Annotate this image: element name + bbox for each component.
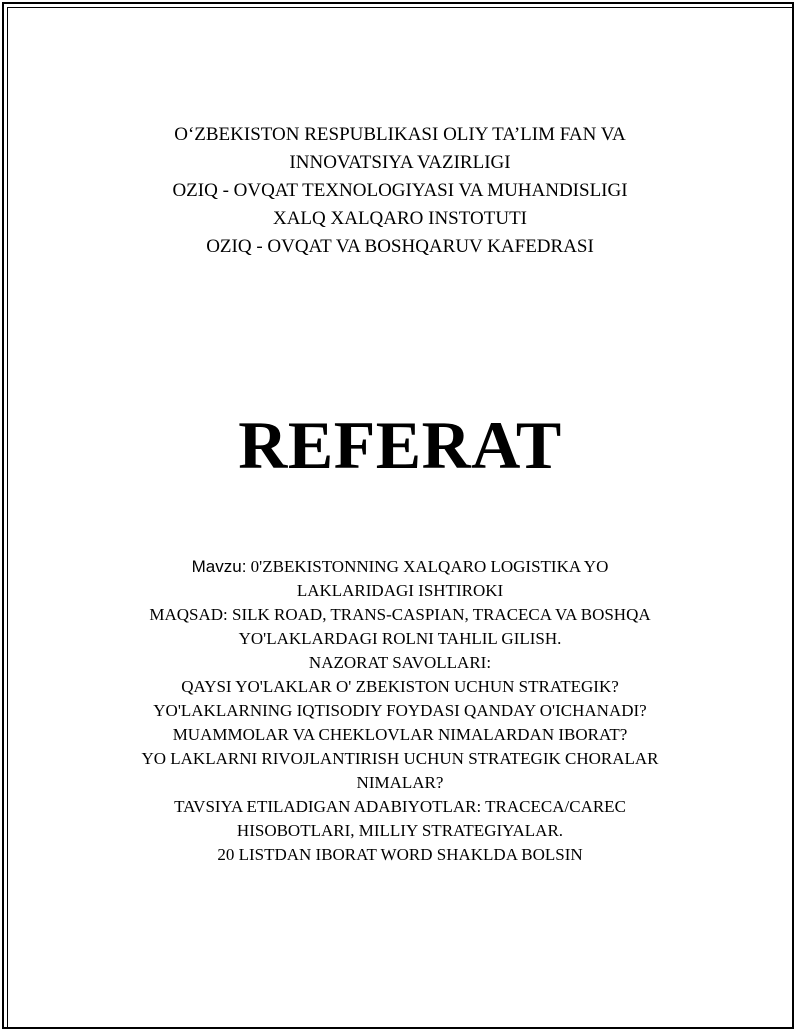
body-line: NAZORAT SAVOLLARI:	[308, 653, 492, 672]
body-line: MAQSAD: SILK ROAD, TRANS-CASPIAN, TRACECA VA BOSHQA	[149, 605, 651, 624]
body-line: YO'LAKLARDAGI ROLNI TAHLIL GILISH.	[238, 629, 562, 648]
body-line: YO'LAKLARNING IQTISODIY FOYDASI QANDAY O'ICHANADI?	[153, 701, 647, 720]
assignment-details	[0, 555, 800, 867]
body-line: 20 LISTDAN IBORAT WORD SHAKLDA BOLSIN	[217, 845, 583, 864]
header-line: OZIQ - OVQAT VA BOSHQARUV KAFEDRASI	[206, 236, 594, 257]
header-line: XALQ XALQARO INSTOTUTI	[272, 208, 527, 229]
body-line: YO LAKLARNI RIVOJLANTIRISH UCHUN STRATEGIK CHORALAR	[141, 749, 659, 768]
institution-header	[0, 121, 800, 261]
header-line: O‘ZBEKISTON RESPUBLIKASI OLIY TA’LIM FAN VA	[174, 124, 626, 145]
topic-label: Mavzu:	[191, 557, 247, 576]
body-line: QAYSI YO'LAKLAR O' ZBEKISTON UCHUN STRATEGIK?	[181, 677, 619, 696]
body-line: TAVSIYA ETILADIGAN ADABIYOTLAR: TRACECA/CAREC	[174, 797, 626, 816]
document-title: REFERAT	[238, 407, 562, 483]
header-line: INNOVATSIYA VAZIRLIGI	[289, 152, 511, 173]
body-line: MUAMMOLAR VA CHEKLOVLAR NIMALARDAN IBORAT?	[172, 725, 628, 744]
header-line: OZIQ - OVQAT TEXNOLOGIYASI VA MUHANDISLIGI	[172, 180, 628, 201]
body-line: NIMALAR?	[356, 773, 444, 792]
topic-line	[0, 555, 800, 579]
topic-text: 0'ZBEKISTONNING XALQARO LOGISTIKA YO	[246, 557, 609, 576]
body-line: HISOBOTLARI, MILLIY STRATEGIYALAR.	[236, 821, 564, 840]
body-line: LAKLARIDAGI ISHTIROKI	[296, 581, 504, 600]
